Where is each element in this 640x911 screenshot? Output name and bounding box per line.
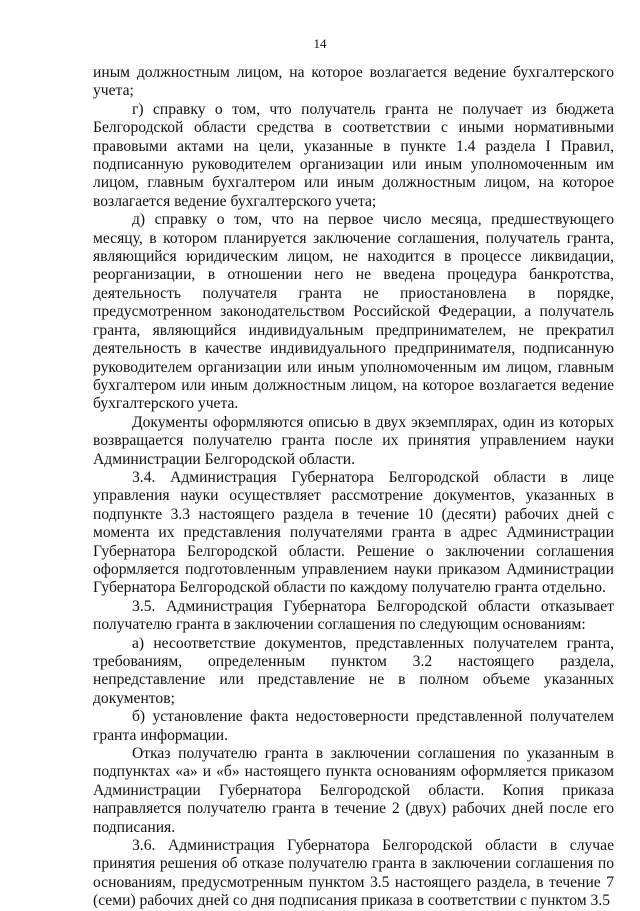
paragraph-clause-3-4: 3.4. Администрация Губернатора Белгородской области в лице управления науки осуществляет рассмотрение документов, указанных в подпункте 3.3 настоящего раздела в течение 10 (десяти) рабочих дней с момента их представления получателями гранта в адрес Администрации Губернатора Белгородской области. Решение о заключении соглашения оформляется подготовленным управлением науки приказом Администрации Губернатора Белгородской области по каждому получателю гранта отдельно.: [93, 468, 614, 597]
paragraph-documents-inventory: Документы оформляются описью в двух экземплярах, один из которых возвращается получателю гранта после их принятия управлением науки Администрации Белгородской области.: [93, 413, 614, 468]
paragraph-item-a: а) несоответствие документов, представленных получателем гранта, требованиям, определенным пунктом 3.2 настоящего раздела, непредставление или представление не в полном объеме указанных документов;: [93, 634, 614, 707]
paragraph-item-g: г) справку о том, что получатель гранта не получает из бюджета Белгородской области средства в соответствии с иными нормативными правовыми актами на цели, указанные в пункте 1.4 раздела I Правил, подписанную руководителем организации или иным уполномоченным им лицом, главным бухгалтером или иным должностным лицом, на которое возлагается ведение бухгалтерского учета;: [93, 100, 614, 210]
paragraph-accountant-continuation: иным должностным лицом, на которое возлагается ведение бухгалтерского учета;: [93, 64, 614, 100]
document-body: [93, 64, 614, 911]
paragraph-clause-3-5: 3.5. Администрация Губернатора Белгородской области отказывает получателю гранта в заключении соглашения по следующим основаниям:: [93, 597, 614, 634]
paragraph-item-d: д) справку о том, что на первое число месяца, предшествующего месяцу, в котором планируется заключение соглашения, получатель гранта, являющийся юридическим лицом, не находится в процессе ликвидации, реорганизации, в отношении него не введена процедура банкротства, деятельность получателя гранта не приостановлена в порядке, предусмотренном законодательством Российской Федерации, а получатель гранта, являющийся индивидуальным предпринимателем, не прекратил деятельность в качестве индивидуального предпринимателя, подписанную руководителем организации или иным уполномоченным им лицом, главным бухгалтером или иным должностным лицом, на которое возлагается ведение бухгалтерского учета.: [93, 211, 614, 413]
paragraph-clause-3-6: 3.6. Администрация Губернатора Белгородской области в случае принятия решения об отказе получателю гранта в заключении соглашения по основаниям, предусмотренным пунктом 3.5 настоящего раздела, в течение 7 (семи) рабочих дней со дня подписания приказа в соответствии с пунктом 3.5: [93, 837, 614, 910]
paragraph-item-b: б) установление факта недостоверности представленной получателем гранта информации.: [93, 708, 614, 744]
page-number: 14: [313, 36, 327, 51]
paragraph-refusal-order: Отказ получателю гранта в заключении соглашения по указанным в подпунктах «а» и «б» настоящего пункта основаниям оформляется приказом Администрации Губернатора Белгородской области. Копия приказа направляется получателю гранта в течение 2 (двух) рабочих дней после его подписания.: [93, 745, 614, 836]
